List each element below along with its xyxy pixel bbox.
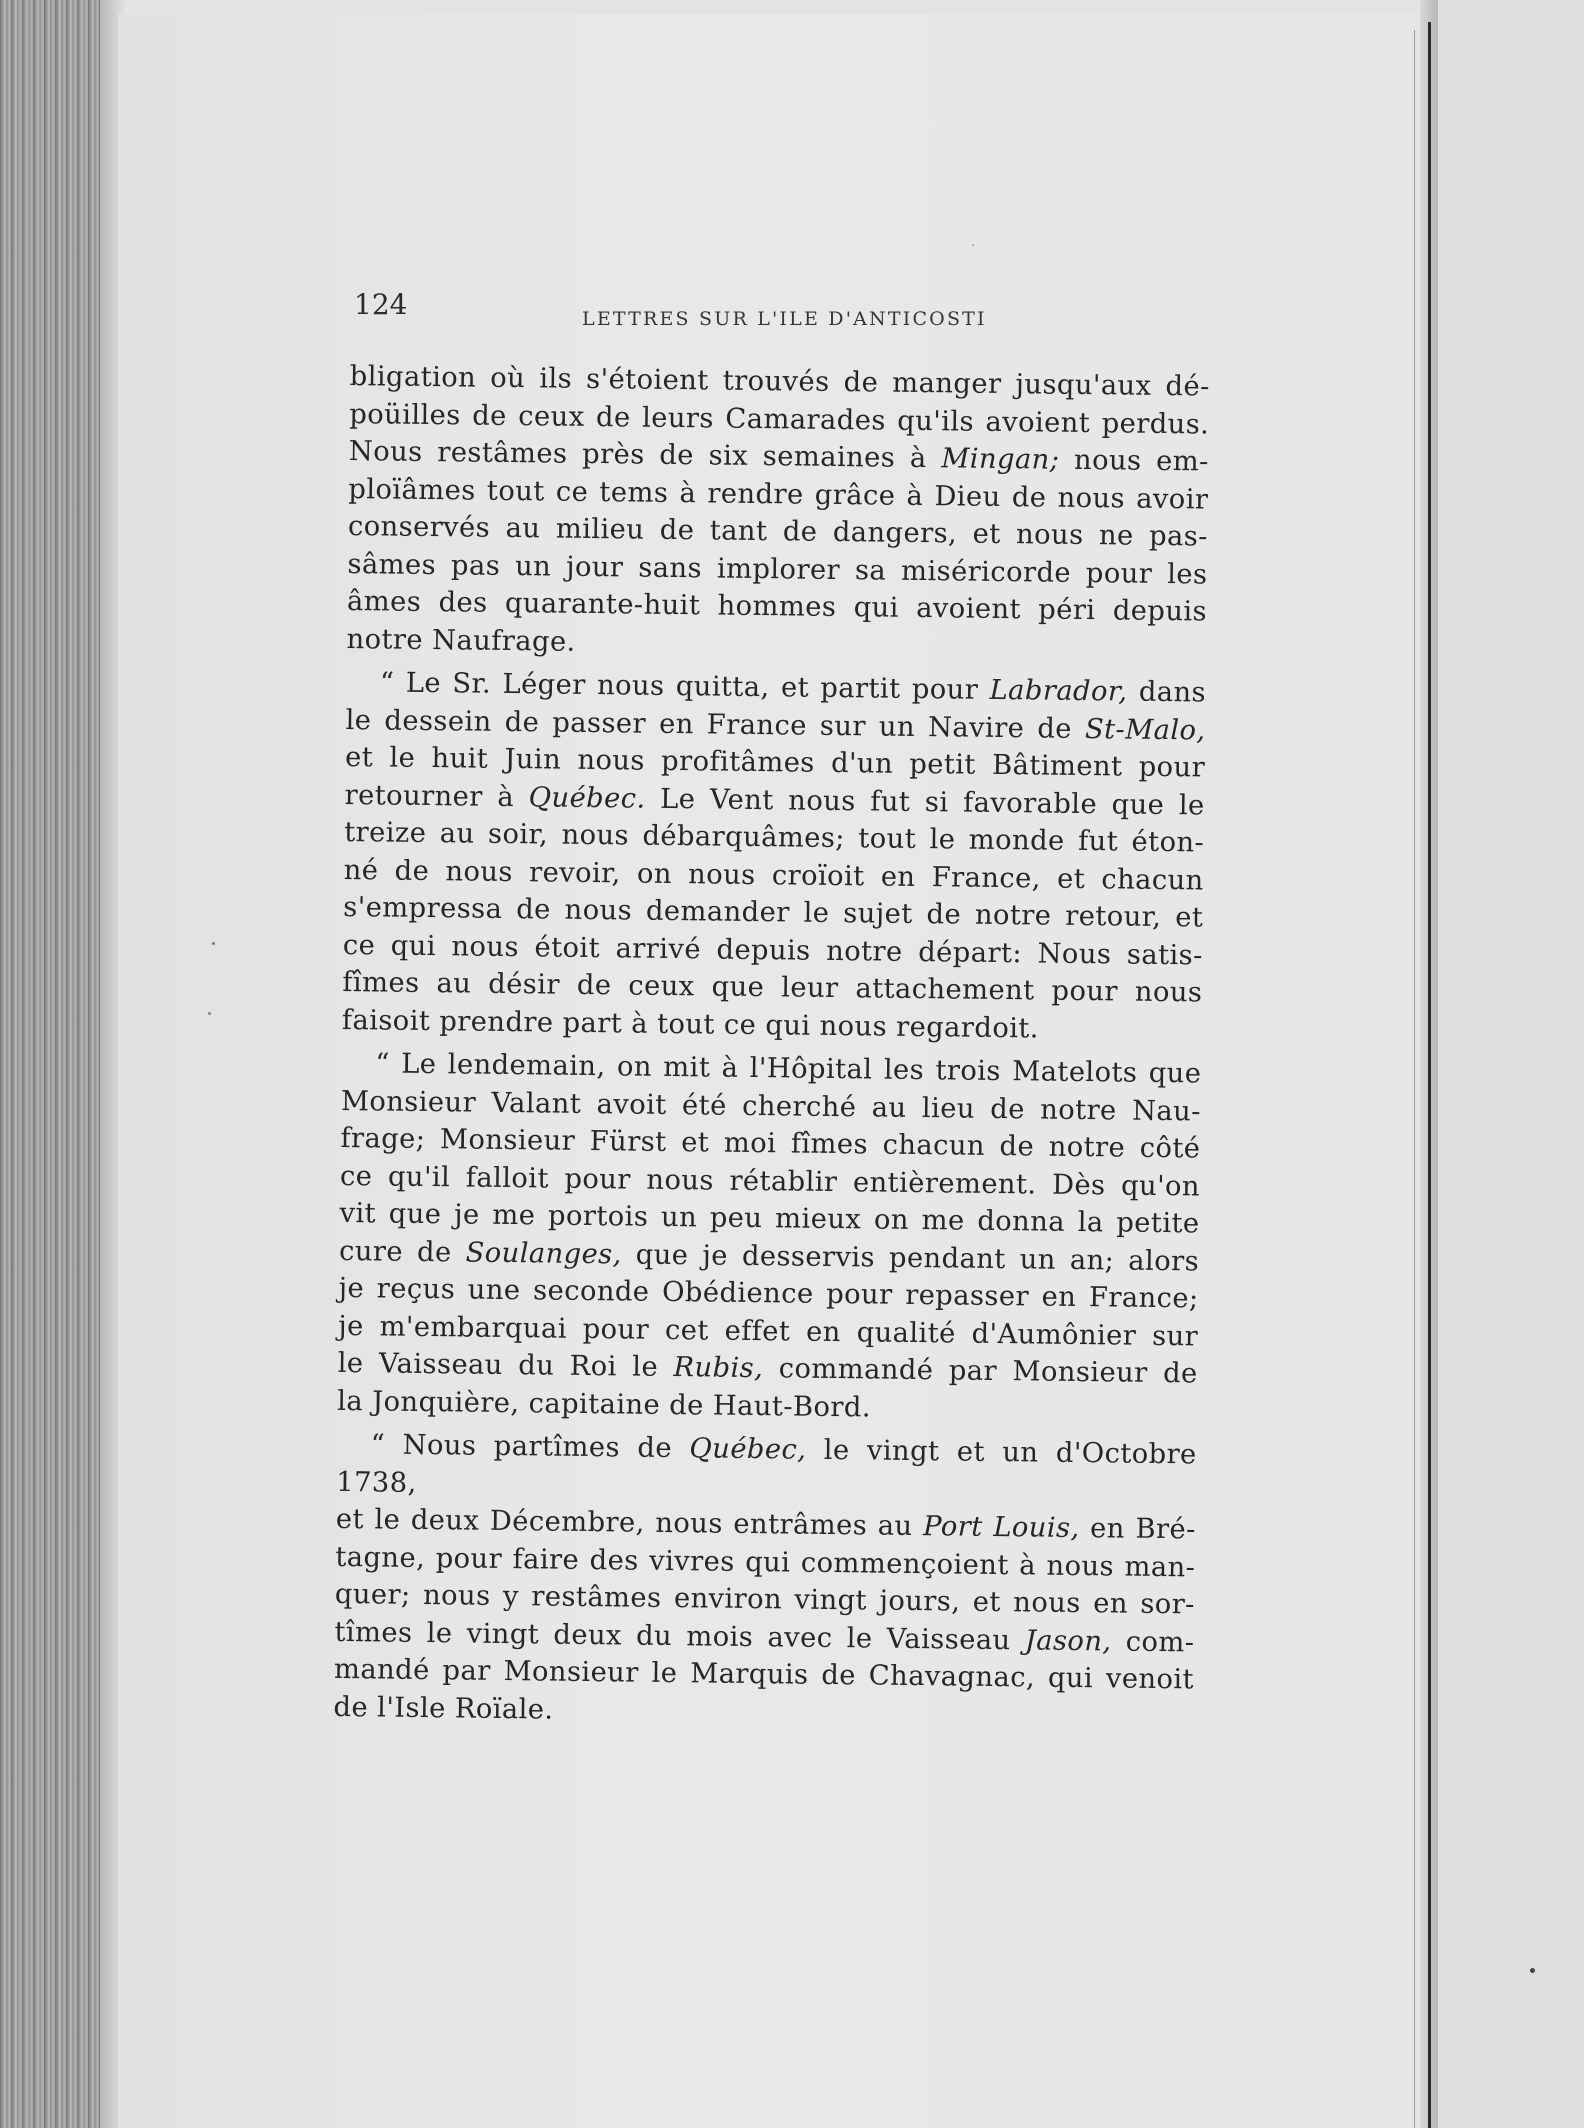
page-number: 124 (354, 288, 408, 321)
text-line: “ Le Sr. Léger nous quitta, et partit pour Labrador, dans (379, 667, 1207, 709)
text-line: fîmes au désir de ceux que leur attachement pour nous (342, 966, 1203, 1009)
italic-term: Québec, (689, 1433, 807, 1466)
text-line: s'empressa de nous demander le sujet de notre retour, et (343, 891, 1204, 934)
italic-term: Rubis, (673, 1352, 764, 1385)
text-line: retourner à Québec. Le Vent nous fut si favorable que le (344, 779, 1205, 821)
text-line: âmes des quarante-huit hommes qui avoient péri depuis (346, 585, 1208, 628)
text-line: ce qu'il falloit pour nous rétablir entièrement. Dès qu'on (339, 1160, 1201, 1202)
speck (208, 1012, 211, 1015)
page-edge-line (1428, 22, 1431, 2128)
paragraph (346, 358, 1210, 668)
italic-term: Soulanges, (465, 1236, 622, 1270)
text-line: vit que je me portois un peu mieux on me donna la petite (339, 1197, 1200, 1240)
page-edge-line-faint (1414, 30, 1415, 2128)
text-line: Nous restâmes près de six semaines à Mingan; nous em- (348, 435, 1209, 478)
italic-term: Port Louis, (922, 1511, 1080, 1544)
text-line: “ Nous partîmes de Québec, le vingt et un d'Octobre 1738, (336, 1429, 1197, 1499)
text-line: ploïâmes tout ce tems à rendre grâce à Dieu de nous avoir (348, 473, 1209, 515)
text-line: ce qui nous étoit arrivé depuis notre départ: Nous satis- (342, 929, 1203, 971)
italic-term: Québec. (528, 781, 646, 815)
text-line: treize au soir, nous débarquâmes; tout le monde fut éton- (344, 816, 1205, 859)
text-line: né de nous revoir, on nous croïoit en France, et chacun (343, 854, 1204, 896)
paragraph (342, 664, 1207, 1049)
body-text (333, 358, 1210, 1736)
text-line: et le deux Décembre, nous entrâmes au Port Louis, en Bré- (335, 1503, 1196, 1546)
text-line: la Jonquière, capitaine de Haut-Bord. (337, 1385, 872, 1423)
speck (972, 244, 974, 246)
text-line: Monsieur Valant avoit été cherché au lieu de notre Nau- (340, 1085, 1202, 1127)
book-spine-edge (0, 0, 100, 2128)
text-line: le dessein de passer en France sur un Navire de St-Malo, (345, 704, 1206, 746)
text-line: conservés au milieu de tant de dangers, et nous ne pas- (347, 510, 1209, 553)
text-line: et le huit Juin nous profitâmes d'un petit Bâtiment pour (344, 741, 1206, 784)
text-line: sâmes pas un jour sans implorer sa miséricorde pour les (347, 548, 1208, 590)
text-line: le Vaisseau du Roi le Rubis, commandé par Monsieur de (337, 1347, 1198, 1390)
text-line: de l'Isle Roïale. (333, 1691, 554, 1726)
italic-term: Jason, (1024, 1624, 1112, 1657)
paragraph (337, 1045, 1202, 1430)
text-line: quer; nous y restâmes environ vingt jours, et nous en sor- (334, 1578, 1196, 1621)
text-line: mandé par Monsieur le Marquis de Chavagnac, qui venoit (333, 1653, 1195, 1696)
text-line: notre Naufrage. (346, 623, 576, 658)
text-line: frage; Monsieur Fürst et moi fîmes chacun de notre côté (340, 1122, 1201, 1165)
text-line: tîmes le vingt deux du mois avec le Vaisseau Jason, com- (334, 1616, 1195, 1658)
paragraph (333, 1426, 1197, 1736)
text-line: tagne, pour faire des vivres qui commençoient à nous man- (335, 1541, 1196, 1583)
running-title: LETTRES SUR L'ILE D'ANTICOSTI (582, 308, 987, 330)
text-line: poüilles de ceux de leurs Camarades qu'ils avoient perdus. (349, 398, 1210, 441)
italic-term: Labrador, (989, 674, 1128, 708)
text-line: “ Le lendemain, on mit à l'Hôpital les trois Matelots que (375, 1048, 1202, 1090)
text-line: faisoit prendre part à tout ce qui nous regardoit. (341, 1004, 1040, 1044)
text-line: je m'embarquai pour cet effet en qualité d'Aumônier sur (337, 1310, 1199, 1352)
italic-term: Mingan; (941, 443, 1060, 476)
speck (1530, 1968, 1535, 1973)
text-line: cure de Soulanges, que je desservis pendant un an; alors (338, 1235, 1200, 1277)
speck (212, 942, 215, 945)
text-line: je reçus une seconde Obédience pour repasser en France; (338, 1272, 1199, 1315)
text-line: bligation où ils s'étoient trouvés de manger jusqu'aux dé- (349, 360, 1210, 403)
italic-term: St-Malo, (1084, 713, 1206, 746)
facing-page-edge (1438, 0, 1584, 2128)
